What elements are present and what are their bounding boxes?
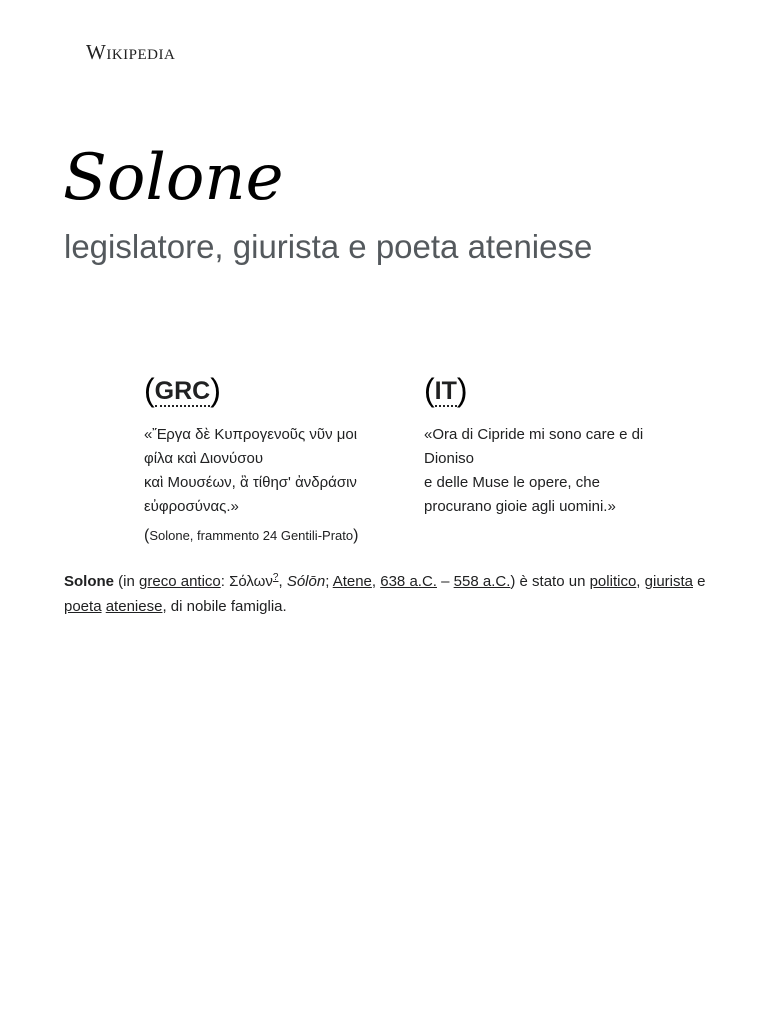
lang-heading-grc	[144, 372, 384, 409]
attribution-text: Solone, frammento 24 Gentili-Prato	[149, 528, 354, 543]
paren-open: (	[144, 527, 150, 544]
quote-translation	[424, 372, 664, 519]
pronunciation-link[interactable]: ?	[272, 572, 279, 583]
link-greco-antico[interactable]: greco antico	[139, 573, 221, 590]
text: (in	[114, 573, 140, 590]
link-giurista[interactable]: giurista	[644, 573, 693, 590]
quote-line: e delle Muse le opere, che	[424, 474, 600, 491]
paren-close: )	[210, 372, 221, 408]
intro-paragraph	[64, 565, 714, 619]
text: ,	[278, 573, 287, 590]
text: , di nobile famiglia.	[162, 598, 287, 615]
wikipedia-logo[interactable]: Wikipedia	[86, 40, 176, 64]
link-558-ac[interactable]: 558 a.C.	[453, 573, 511, 590]
transliteration: Sólōn	[286, 573, 326, 590]
text: e	[693, 573, 706, 590]
link-atene[interactable]: Atene	[332, 573, 372, 590]
text: ) è stato un	[510, 573, 590, 590]
paren-close: )	[353, 527, 359, 544]
lang-heading-it	[424, 372, 664, 409]
quote-text-it	[424, 423, 664, 519]
page-description: legislatore, giurista e poeta ateniese	[64, 228, 593, 265]
quote-line: Dioniso	[424, 450, 475, 467]
link-638-ac[interactable]: 638 a.C.	[380, 573, 437, 590]
quote-text-grc	[144, 423, 384, 519]
quote-line: «Ἔργα δὲ Κυπρογενοῦς νῦν μοι	[144, 426, 358, 443]
link-poeta[interactable]: poeta	[64, 598, 102, 615]
paren-close: )	[456, 372, 468, 408]
text: ,	[371, 573, 381, 590]
text: ,	[636, 573, 645, 590]
page-title: Solone	[63, 141, 284, 215]
quote-line: procurano gioie agli uomini.»	[424, 498, 616, 515]
quote-line: «Ora di Cipride mi sono care e di	[424, 426, 644, 443]
lang-code-grc-link[interactable]: GRC	[154, 377, 211, 405]
quote-original	[144, 372, 384, 519]
quote-attribution	[144, 527, 358, 545]
quote-line: εὐφροσύνας.»	[144, 498, 239, 515]
quote-line: φίλα καὶ Διονύσου	[144, 450, 264, 467]
text: ;	[325, 573, 333, 590]
paren-open: (	[424, 372, 435, 408]
paren-open: (	[144, 372, 155, 408]
quote-line: καὶ Μουσέων, ἃ τίθησ' ἀνδράσιν	[144, 474, 357, 491]
link-ateniese[interactable]: ateniese	[105, 598, 163, 615]
intro-subject: Solone	[64, 573, 115, 590]
text: : Σόλων	[220, 573, 273, 590]
lang-code-it-link[interactable]: IT	[434, 377, 457, 405]
text: –	[436, 573, 454, 590]
link-politico[interactable]: politico	[589, 573, 637, 590]
